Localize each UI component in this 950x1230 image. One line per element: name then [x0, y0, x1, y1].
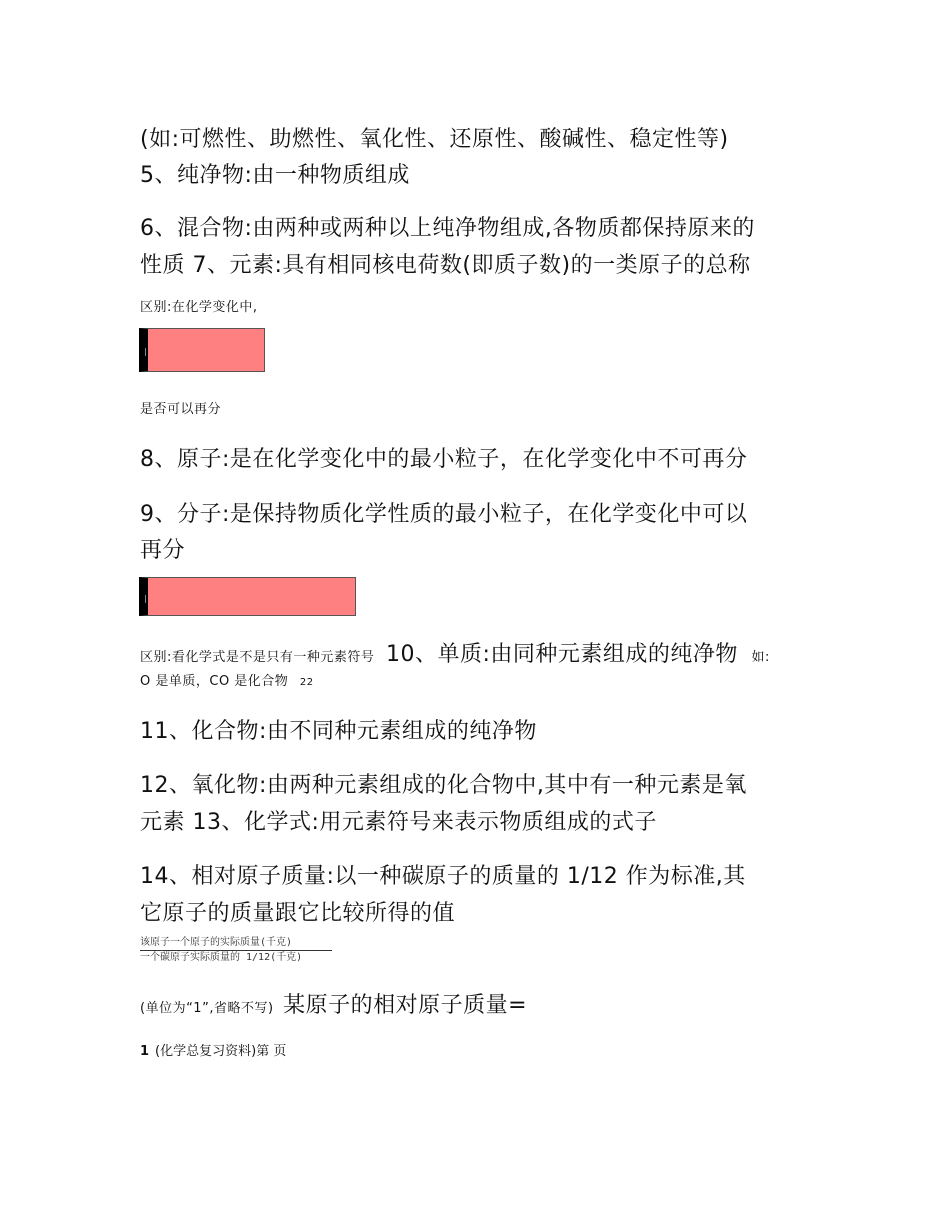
text-line-example: [140, 670, 314, 689]
text-line-difference-note: 区别:在化学变化中,: [140, 300, 258, 315]
text-line-formula: [140, 988, 527, 1019]
text-line-relative-atomic-mass-cont: 它原子的质量跟它比较所得的值: [140, 901, 456, 926]
example-subscript: 22: [299, 677, 314, 688]
example-text: O 是单质，CO 是化合物: [140, 674, 289, 689]
highlight-box-2: [139, 577, 356, 616]
difference-note: 区别:看化学式是不是只有一种元素符号: [140, 650, 375, 665]
text-line-molecule: 9、分子:是保持物质化学性质的最小粒子，在化学变化中可以: [140, 502, 748, 527]
simple-substance-definition: 10、单质:由同种元素组成的纯净物: [385, 642, 738, 667]
text-line-relative-atomic-mass: 14、相对原子质量:以一种碳原子的质量的 1/12 作为标准,其: [140, 864, 746, 889]
fraction-denominator: 一个碳原子实际质量的 1/12(千克): [140, 952, 303, 963]
formula-label: 某原子的相对原子质量=: [283, 993, 528, 1018]
example-prefix: 如:: [751, 650, 770, 665]
text-line-simple-substance: [140, 637, 770, 668]
text-line-oxide: 12、氧化物:由两种元素组成的化合物中,其中有一种元素是氧: [140, 773, 747, 798]
footer-text: (化学总复习资料)第 页: [155, 1044, 287, 1059]
unit-note: (单位为“1”,省略不写): [140, 1001, 274, 1016]
text-line-properties: (如:可燃性、助燃性、氧化性、还原性、酸碱性、稳定性等): [140, 127, 729, 152]
text-line-mixture: 6、混合物:由两种或两种以上纯净物组成,各物质都保持原来的: [140, 216, 755, 241]
text-line-element: 性质 7、元素:具有相同核电荷数(即质子数)的一类原子的总称: [140, 253, 751, 278]
fraction-numerator: 该原子一个原子的实际质量(千克): [140, 937, 332, 951]
page-footer: [140, 1040, 286, 1059]
highlight-box-1: [139, 328, 265, 372]
text-line-chemical-formula: 元素 13、化学式:用元素符号来表示物质组成的式子: [140, 810, 657, 835]
text-line-atom: 8、原子:是在化学变化中的最小粒子，在化学变化中不可再分: [140, 447, 748, 472]
text-line-pure-substance: 5、纯净物:由一种物质组成: [140, 163, 410, 188]
text-line-divisible: 是否可以再分: [140, 402, 222, 417]
page-number: 1: [140, 1044, 150, 1059]
relative-atomic-mass-fraction: [140, 937, 332, 964]
text-line-molecule-cont: 再分: [140, 538, 186, 563]
text-line-compound: 11、化合物:由不同种元素组成的纯净物: [140, 719, 537, 744]
